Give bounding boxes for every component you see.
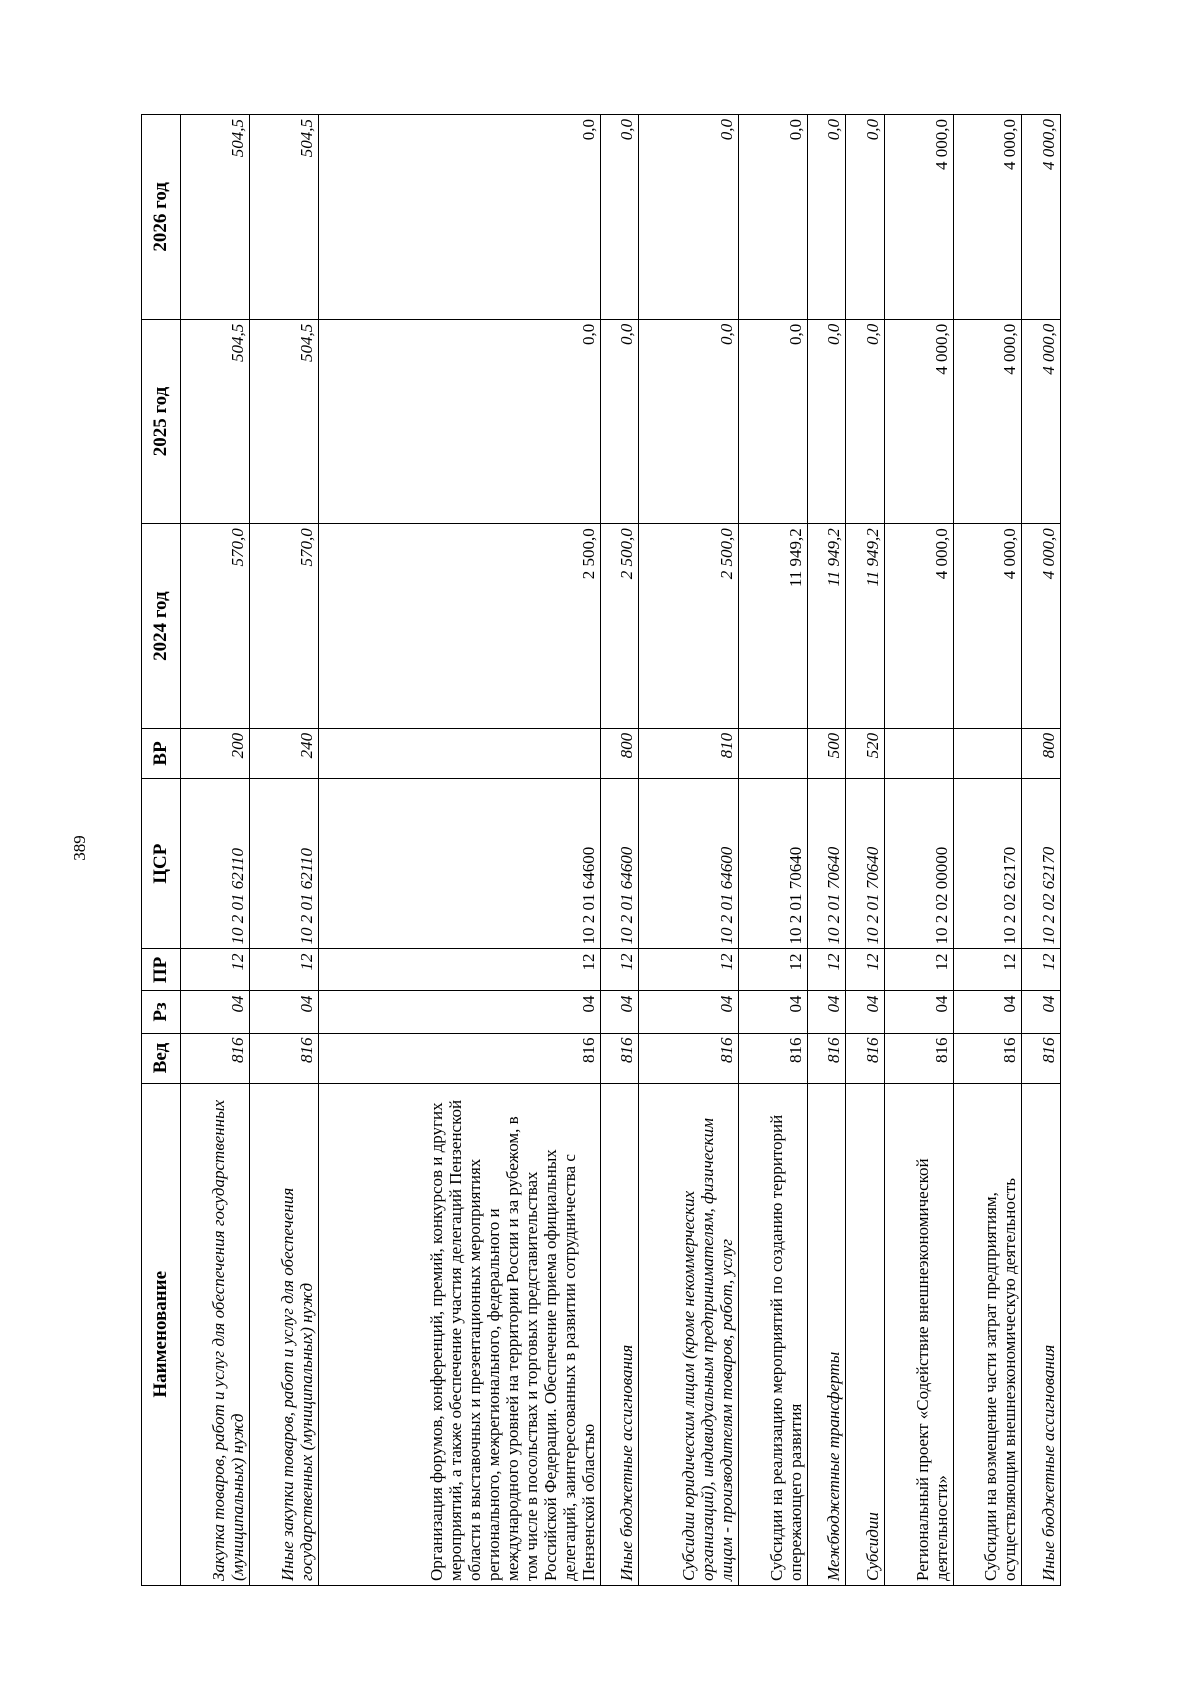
cell-ved: 816 bbox=[846, 1033, 884, 1083]
header-pr: ПР bbox=[142, 949, 181, 991]
cell-vr: 800 bbox=[1022, 728, 1061, 778]
cell-vr bbox=[953, 728, 1022, 778]
cell-name: Иные закупки товаров, работ и услуг для обеспечения государственных (муниципальных) нужд bbox=[249, 1083, 318, 1585]
cell-name: Субсидии на реализацию мероприятий по созданию территорий опережающего развития bbox=[738, 1083, 807, 1585]
cell-2024: 570,0 bbox=[249, 524, 318, 729]
cell-rz: 04 bbox=[318, 991, 600, 1033]
cell-name: Субсидии на возмещение части затрат предприятиям, осуществляющим внешнеэкономическую деятельность bbox=[953, 1083, 1022, 1585]
cell-csr: 10 2 01 62110 bbox=[181, 778, 250, 949]
header-ved: Вед bbox=[142, 1033, 181, 1083]
cell-pr: 12 bbox=[953, 949, 1022, 991]
cell-pr: 12 bbox=[1022, 949, 1061, 991]
cell-2026: 0,0 bbox=[600, 115, 638, 320]
cell-name: Межбюджетные трансферты bbox=[807, 1083, 845, 1585]
cell-2025: 0,0 bbox=[600, 319, 638, 524]
table-row bbox=[884, 115, 953, 1586]
table-row bbox=[1022, 115, 1061, 1586]
cell-vr: 810 bbox=[639, 728, 738, 778]
cell-pr: 12 bbox=[884, 949, 953, 991]
cell-2026: 4 000,0 bbox=[1022, 115, 1061, 320]
cell-pr: 12 bbox=[807, 949, 845, 991]
cell-2025: 0,0 bbox=[639, 319, 738, 524]
cell-2025: 4 000,0 bbox=[953, 319, 1022, 524]
cell-csr: 10 2 02 62170 bbox=[953, 778, 1022, 949]
header-csr: ЦСР bbox=[142, 778, 181, 949]
cell-2025: 0,0 bbox=[846, 319, 884, 524]
cell-name: Субсидии юридическим лицам (кроме некоммерческих организаций), индивидуальным предпринимателям, физическим лицам - производителям товаров, работ, услуг bbox=[639, 1083, 738, 1585]
cell-name: Закупка товаров, работ и услуг для обеспечения государственных (муниципальных) нужд bbox=[181, 1083, 250, 1585]
cell-2024: 2 500,0 bbox=[318, 524, 600, 729]
cell-csr: 10 2 01 64600 bbox=[639, 778, 738, 949]
cell-csr: 10 2 01 70640 bbox=[807, 778, 845, 949]
cell-ved: 816 bbox=[738, 1033, 807, 1083]
header-2025: 2025 год bbox=[142, 319, 181, 524]
cell-ved: 816 bbox=[884, 1033, 953, 1083]
cell-2024: 2 500,0 bbox=[600, 524, 638, 729]
cell-2026: 4 000,0 bbox=[953, 115, 1022, 320]
cell-2025: 504,5 bbox=[181, 319, 250, 524]
cell-vr: 800 bbox=[600, 728, 638, 778]
cell-2026: 0,0 bbox=[807, 115, 845, 320]
cell-name: Иные бюджетные ассигнования bbox=[1022, 1083, 1061, 1585]
cell-name: Иные бюджетные ассигнования bbox=[600, 1083, 638, 1585]
cell-pr: 12 bbox=[639, 949, 738, 991]
cell-2024: 11 949,2 bbox=[738, 524, 807, 729]
cell-rz: 04 bbox=[600, 991, 638, 1033]
cell-csr: 10 2 01 70640 bbox=[846, 778, 884, 949]
cell-vr bbox=[318, 728, 600, 778]
cell-2026: 0,0 bbox=[318, 115, 600, 320]
table-row bbox=[181, 115, 250, 1586]
cell-csr: 10 2 02 62170 bbox=[1022, 778, 1061, 949]
cell-ved: 816 bbox=[953, 1033, 1022, 1083]
header-rz: Рз bbox=[142, 991, 181, 1033]
cell-ved: 816 bbox=[249, 1033, 318, 1083]
cell-rz: 04 bbox=[639, 991, 738, 1033]
cell-2025: 0,0 bbox=[738, 319, 807, 524]
cell-2026: 0,0 bbox=[738, 115, 807, 320]
cell-pr: 12 bbox=[738, 949, 807, 991]
cell-csr: 10 2 01 62110 bbox=[249, 778, 318, 949]
cell-ved: 816 bbox=[181, 1033, 250, 1083]
cell-vr: 240 bbox=[249, 728, 318, 778]
cell-2024: 4 000,0 bbox=[884, 524, 953, 729]
cell-2025: 504,5 bbox=[249, 319, 318, 524]
table-row bbox=[807, 115, 845, 1586]
cell-ved: 816 bbox=[807, 1033, 845, 1083]
table-row bbox=[738, 115, 807, 1586]
page-number: 389 bbox=[70, 835, 89, 861]
cell-2024: 4 000,0 bbox=[953, 524, 1022, 729]
cell-rz: 04 bbox=[738, 991, 807, 1033]
header-name: Наименование bbox=[142, 1083, 181, 1585]
cell-vr: 200 bbox=[181, 728, 250, 778]
header-vr: ВР bbox=[142, 728, 181, 778]
cell-2025: 4 000,0 bbox=[1022, 319, 1061, 524]
cell-pr: 12 bbox=[249, 949, 318, 991]
cell-csr: 10 2 01 70640 bbox=[738, 778, 807, 949]
table-header-row bbox=[142, 115, 181, 1586]
cell-rz: 04 bbox=[953, 991, 1022, 1033]
cell-name: Субсидии bbox=[846, 1083, 884, 1585]
cell-vr bbox=[738, 728, 807, 778]
cell-2024: 4 000,0 bbox=[1022, 524, 1061, 729]
cell-2024: 11 949,2 bbox=[807, 524, 845, 729]
header-2024: 2024 год bbox=[142, 524, 181, 729]
cell-vr bbox=[884, 728, 953, 778]
table-row bbox=[318, 115, 600, 1586]
cell-csr: 10 2 02 00000 bbox=[884, 778, 953, 949]
cell-2024: 2 500,0 bbox=[639, 524, 738, 729]
cell-ved: 816 bbox=[1022, 1033, 1061, 1083]
cell-rz: 04 bbox=[846, 991, 884, 1033]
cell-name: Региональный проект «Содействие внешнеэкономической деятельности» bbox=[884, 1083, 953, 1585]
table-row bbox=[846, 115, 884, 1586]
table-row bbox=[249, 115, 318, 1586]
cell-rz: 04 bbox=[181, 991, 250, 1033]
cell-2025: 0,0 bbox=[318, 319, 600, 524]
cell-2026: 504,5 bbox=[181, 115, 250, 320]
cell-2026: 0,0 bbox=[639, 115, 738, 320]
cell-rz: 04 bbox=[807, 991, 845, 1033]
cell-ved: 816 bbox=[639, 1033, 738, 1083]
cell-2026: 504,5 bbox=[249, 115, 318, 320]
cell-ved: 816 bbox=[318, 1033, 600, 1083]
cell-2026: 0,0 bbox=[846, 115, 884, 320]
header-2026: 2026 год bbox=[142, 115, 181, 320]
table-row bbox=[953, 115, 1022, 1586]
cell-2024: 11 949,2 bbox=[846, 524, 884, 729]
budget-table-container bbox=[141, 114, 1061, 1586]
cell-csr: 10 2 01 64600 bbox=[318, 778, 600, 949]
cell-rz: 04 bbox=[1022, 991, 1061, 1033]
cell-2025: 0,0 bbox=[807, 319, 845, 524]
cell-2025: 4 000,0 bbox=[884, 319, 953, 524]
cell-pr: 12 bbox=[318, 949, 600, 991]
cell-ved: 816 bbox=[600, 1033, 638, 1083]
cell-pr: 12 bbox=[600, 949, 638, 991]
cell-csr: 10 2 01 64600 bbox=[600, 778, 638, 949]
cell-pr: 12 bbox=[846, 949, 884, 991]
cell-2024: 570,0 bbox=[181, 524, 250, 729]
cell-rz: 04 bbox=[884, 991, 953, 1033]
cell-vr: 500 bbox=[807, 728, 845, 778]
budget-table bbox=[141, 114, 1061, 1586]
cell-rz: 04 bbox=[249, 991, 318, 1033]
table-row bbox=[639, 115, 738, 1586]
cell-vr: 520 bbox=[846, 728, 884, 778]
cell-pr: 12 bbox=[181, 949, 250, 991]
cell-name: Организация форумов, конференций, премий, конкурсов и других мероприятий, а также обеспечение участия делегаций Пензенской области в выставочных и презентационных мероприятиях регионального, межрегионального, федерального и международного уровней на территории России и за рубежом, в том числе в посольствах и торговых представительствах Российской Федерации. Обеспечение приема официальных делегаций, заинтересованных в развитии сотрудничества с Пензенской областью bbox=[318, 1083, 600, 1585]
cell-2026: 4 000,0 bbox=[884, 115, 953, 320]
table-row bbox=[600, 115, 638, 1586]
